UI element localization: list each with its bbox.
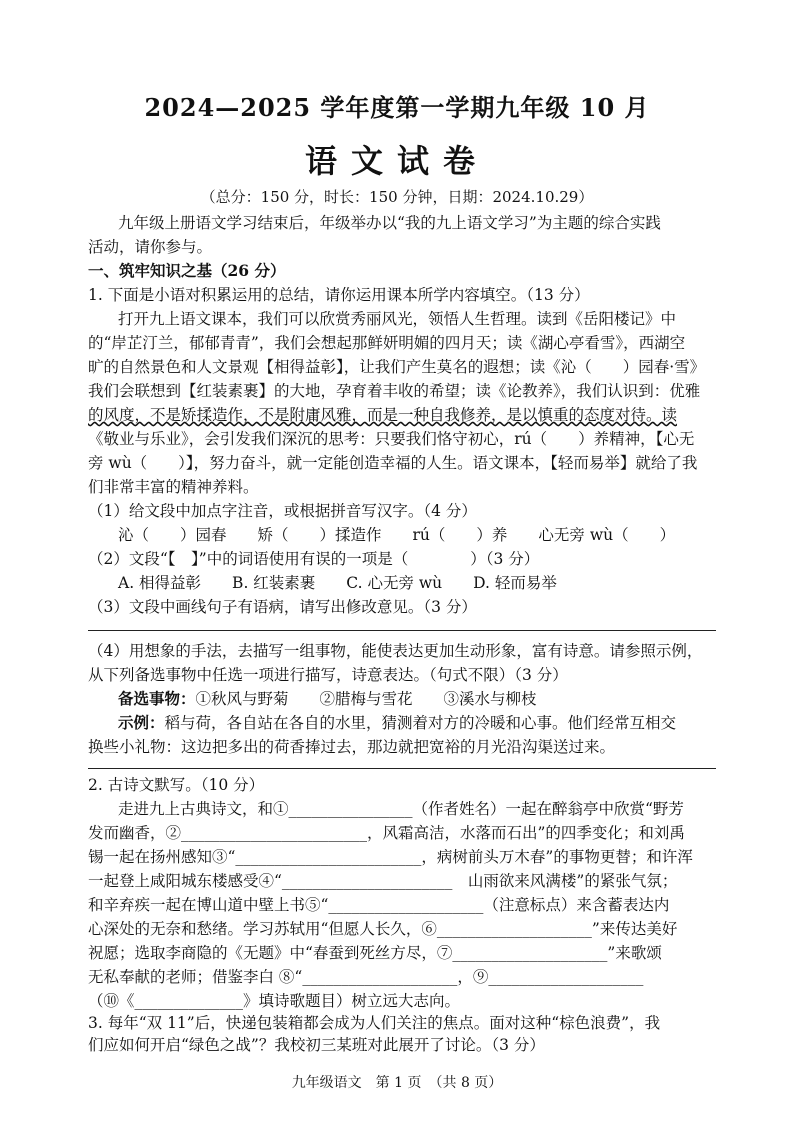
options-label: 备选事物： xyxy=(118,689,196,708)
subquestion-blanks: 沁（ ）园春 矫（ ）揉造作 rú（ ）养 心无旁 wù（ ） xyxy=(118,526,676,544)
subquestion: （3）文段中画线句子有语病，请写出修改意见。（3 分） xyxy=(88,598,477,616)
options-text: ①秋风与野菊 ②腊梅与雪花 ③溪水与柳枝 xyxy=(195,690,537,708)
dictation-line: 祝愿；选取李商隐的《无题》中“春蚕到死丝方尽，⑦____________________”来歌颂 xyxy=(88,944,662,962)
exam-subject-title: 语文试卷 xyxy=(304,142,489,180)
section-heading: 一、筑牢知识之基（26 分） xyxy=(88,261,286,280)
subquestion: （4）用想象的手法，去描写一组事物，能使表达更加生动形象，富有诗意。请参照示例， xyxy=(88,642,703,660)
passage-line: 《敬业与乐业》，会引发我们深沉的思考：只要我们恪守初心，rú（ ）养精神，【心无 xyxy=(88,430,695,448)
intro-line: 九年级上册语文学习结束后，年级举办以“我的九上语文学习”为主题的综合实践 xyxy=(118,214,661,232)
dictation-line: 一起登上咸阳城东楼感受④“______________________ 山雨欲来风满楼”的紧张气氛； xyxy=(88,872,678,890)
answer-line xyxy=(88,768,716,769)
subquestion: （1）给文段中加点字注音，或根据拼音写汉字。（4 分） xyxy=(88,502,477,520)
answer-options: A. 相得益彰 B. 红装素裹 C. 心无旁 wù D. 轻而易举 xyxy=(118,574,557,592)
question-heading: 2. 古诗文默写。（10 分） xyxy=(88,776,265,794)
dictation-line: 和辛弃疾一起在博山道中壁上书⑤“____________________（注意标点）来含蓄表达内 xyxy=(88,896,670,914)
dictation-line: 心深处的无奈和愁绪。学习苏轼用“但愿人长久，⑥____________________”来传达美好 xyxy=(88,920,678,938)
example-text: 稻与荷，各自站在各自的水里，猜测着对方的冷暖和心事。他们经常互相交 xyxy=(164,714,677,732)
example-line: 换些小礼物：这边把多出的荷香捧过去，那边就把宽裕的月光沿沟渠送过来。 xyxy=(88,738,616,756)
question-heading: 1. 下面是小语对积累运用的总结，请你运用课本所学内容填空。（13 分） xyxy=(88,286,590,304)
dictation-line: 锡一起在扬州感知③“________________________，病树前头万木春”的事物更替；和许浑 xyxy=(88,848,693,866)
subquestion: 从下列备选事物中任选一项进行描写，诗意表达。（句式不限）（3 分） xyxy=(88,666,568,684)
passage-line: 旁 wù（ ）】，努力奋斗，就一定能创造幸福的人生。语文课本，【轻而易举】就给了我 xyxy=(88,454,698,472)
page-footer: 九年级语文 第 1 页 （共 8 页） xyxy=(291,1075,503,1091)
exam-term-title: 2024—2025 学年度第一学期九年级 10 月 xyxy=(144,93,650,122)
exam-meta-info: （总分：150 分，时长：150 分钟，日期：2024.10.29） xyxy=(200,188,594,206)
intro-line: 活动，请你参与。 xyxy=(88,238,213,256)
passage-line-underlined: 的风度，不是矫揉造作，不是附庸风雅，而是一种自我修养，是以慎重的态度对待。读 xyxy=(88,406,678,424)
passage-line: 我们会联想到【红装素裹】的大地，孕育着丰收的希望；读《论教养》，我们认识到：优雅 xyxy=(88,382,701,400)
question-line: 们应如何开启“绿色之战”？我校初三某班对此展开了讨论。（3 分） xyxy=(88,1036,545,1054)
passage-line: 旷的自然景色和人文景观【相得益彰】，让我们产生莫名的遐想；读《沁（ ）园春·雪》 xyxy=(88,358,706,376)
dictation-line: 走进九上古典诗文，和①________________（作者姓名）一起在醉翁亭中欣赏“野芳 xyxy=(118,800,684,818)
subquestion: （2）文段“【 】”中的词语使用有误的一项是（ ）（3 分） xyxy=(88,550,540,568)
example-label: 示例： xyxy=(118,713,165,732)
answer-line xyxy=(88,630,716,631)
passage-line: 们非常丰富的精神养料。 xyxy=(88,478,259,496)
dictation-line: 无私奉献的老师；借鉴李白 ⑧“____________________，⑨____________________ xyxy=(88,968,644,986)
passage-line: 打开九上语文课本，我们可以欣赏秀丽风光，领悟人生哲理。读到《岳阳楼记》中 xyxy=(118,310,677,328)
dictation-line: （⑩《______________》填诗歌题目）树立远大志向。 xyxy=(88,992,461,1010)
options-row xyxy=(118,688,716,710)
example-row xyxy=(118,712,716,734)
passage-line: 的“岸芷汀兰，郁郁青青”，我们会想起那鲜妍明媚的四月天；读《湖心亭看雪》，西湖空 xyxy=(88,334,686,352)
question-heading: 3. 每年“双 11”后，快递包装箱都会成为人们关注的焦点。面对这种“棕色浪费”，我 xyxy=(88,1014,661,1032)
dictation-line: 发而幽香，②________________________，风霜高洁，水落而石出”的四季变化；和刘禹 xyxy=(88,824,685,842)
